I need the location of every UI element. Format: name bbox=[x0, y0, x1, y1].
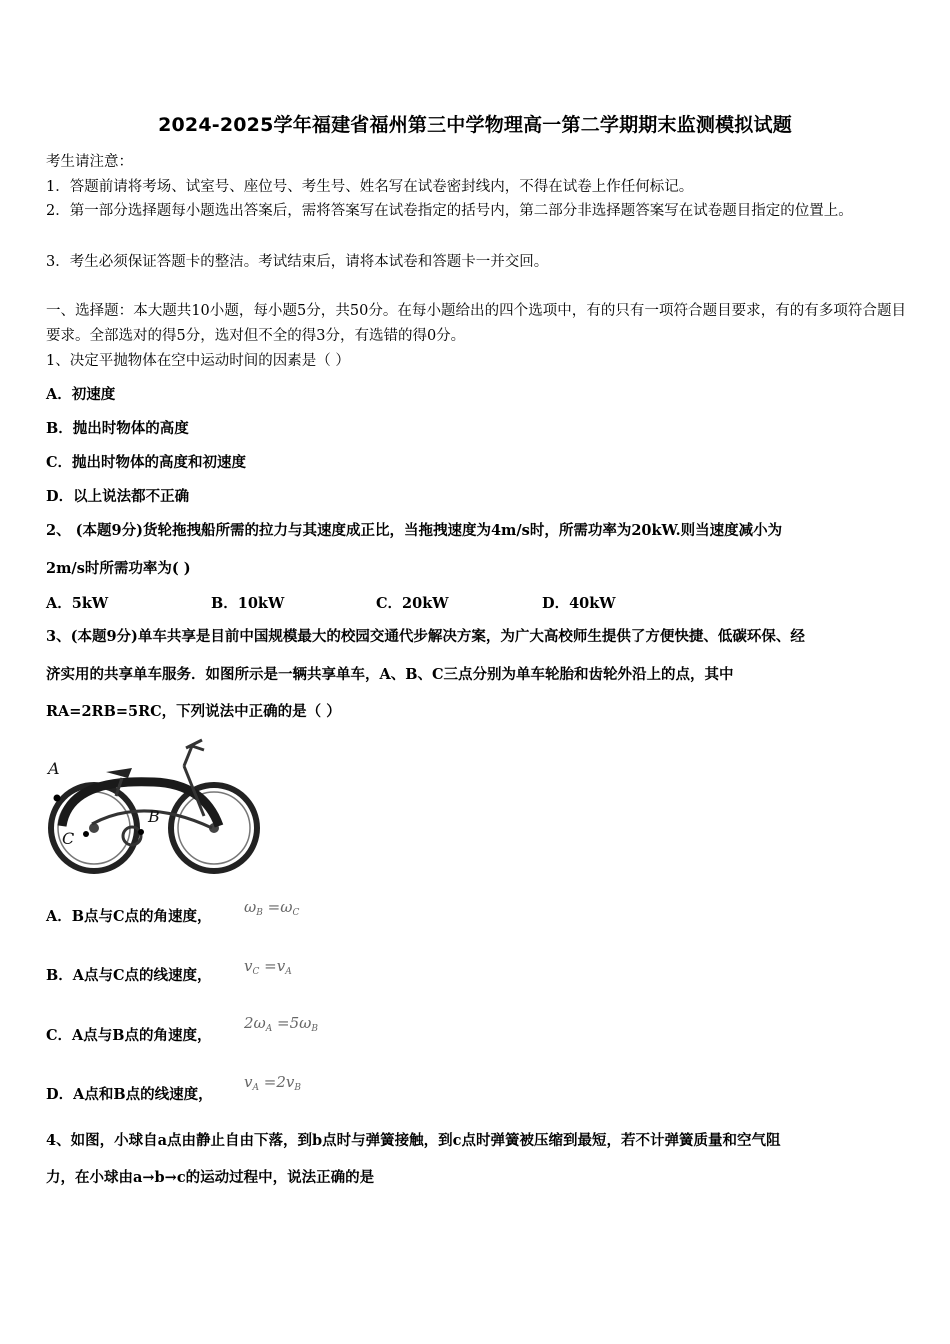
q3-option-d: D．A点和B点的线速度， bbox=[46, 1086, 213, 1103]
q2-option-a: A．5kW bbox=[46, 595, 109, 612]
bicycle-figure bbox=[44, 736, 264, 874]
section-instructions: 一、选择题：本大题共10小题，每小题5分，共50分。在每小题给出的四个选项中，有的只有一项符合题目要求，有的有多项符合题目要求。全部选对的得5分，选对但不全的得3分，有选错的得0分。 bbox=[46, 303, 906, 344]
point-c-marker bbox=[83, 831, 89, 837]
q3-option-a: A．B点与C点的角速度， bbox=[46, 908, 212, 925]
q1-option-a: A．初速度 bbox=[46, 386, 116, 403]
point-b-marker bbox=[138, 829, 144, 835]
label-c: C bbox=[62, 829, 75, 848]
q3-option-b: B．A点与C点的线速度， bbox=[46, 967, 212, 984]
front-wheel bbox=[171, 785, 257, 871]
q4-stem-line1: 4、如图，小球自a点由静止自由下落，到b点时与弹簧接触，到c点时弹簧被压缩到最短，若不计弹簧质量和空气阻 bbox=[46, 1132, 781, 1149]
q2-option-c: C．20kW bbox=[376, 595, 449, 612]
q3-stem-line3: RA=2RB=5RC，下列说法中正确的是（ ） bbox=[46, 703, 341, 720]
label-a: A bbox=[48, 759, 60, 778]
rear-wheel bbox=[51, 785, 137, 871]
q3-formula-a: $\omega_B =\omega_C$ bbox=[244, 898, 300, 918]
q2-stem-line2: 2m/s时所需功率为( ) bbox=[46, 560, 191, 577]
q1-option-d: D．以上说法都不正确 bbox=[46, 488, 190, 505]
q2-options bbox=[46, 592, 746, 614]
label-b: B bbox=[148, 807, 160, 826]
point-a-marker bbox=[54, 795, 61, 802]
q3-option-c: C．A点与B点的角速度， bbox=[46, 1027, 212, 1044]
notice-heading: 考生请注意： bbox=[46, 154, 133, 170]
q3-formula-b: $v_C =v_A$ bbox=[244, 957, 292, 977]
q3-formula-d: $v_A =2v_B$ bbox=[244, 1073, 301, 1093]
q2-stem-line1: 2、 (本题9分)货轮拖拽船所需的拉力与其速度成正比，当拖拽速度为4m/s时，所需功率为20kW.则当速度减小为 bbox=[46, 522, 783, 539]
notice-item-2: 2．第一部分选择题每小题选出答案后，需将答案写在试卷指定的括号内，第二部分非选择题答案写在试卷题目指定的位置上。 bbox=[46, 203, 853, 219]
q2-option-b: B．10kW bbox=[211, 595, 285, 612]
q1-option-c: C．抛出时物体的高度和初速度 bbox=[46, 454, 247, 471]
q2-option-d: D．40kW bbox=[542, 595, 616, 612]
page-title: 2024-2025学年福建省福州第三中学物理高一第二学期期末监测模拟试题 bbox=[158, 114, 792, 136]
q1-stem: 1、决定平抛物体在空中运动时间的因素是（ ） bbox=[46, 353, 350, 369]
q3-formula-c: $2\omega_A =5\omega_B$ bbox=[244, 1014, 319, 1034]
notice-item-1: 1．答题前请将考场、试室号、座位号、考生号、姓名写在试卷密封线内，不得在试卷上作任何标记。 bbox=[46, 179, 694, 195]
q3-stem-line2: 济实用的共享单车服务．如图所示是一辆共享单车，A、B、C三点分别为单车轮胎和齿轮外沿上的点，其中 bbox=[46, 666, 734, 683]
bike-handlebar bbox=[184, 740, 204, 766]
q3-stem-line1: 3、(本题9分)单车共享是目前中国规模最大的校园交通代步解决方案，为广大高校师生提供了方便快捷、低碳环保、经 bbox=[46, 628, 805, 645]
q4-stem-line2: 力，在小球由a→b→c的运动过程中，说法正确的是 bbox=[46, 1169, 375, 1186]
q1-option-b: B．抛出时物体的高度 bbox=[46, 420, 189, 437]
bike-seat bbox=[106, 768, 132, 778]
notice-item-3: 3．考生必须保证答题卡的整洁。考试结束后，请将本试卷和答题卡一并交回。 bbox=[46, 254, 549, 270]
